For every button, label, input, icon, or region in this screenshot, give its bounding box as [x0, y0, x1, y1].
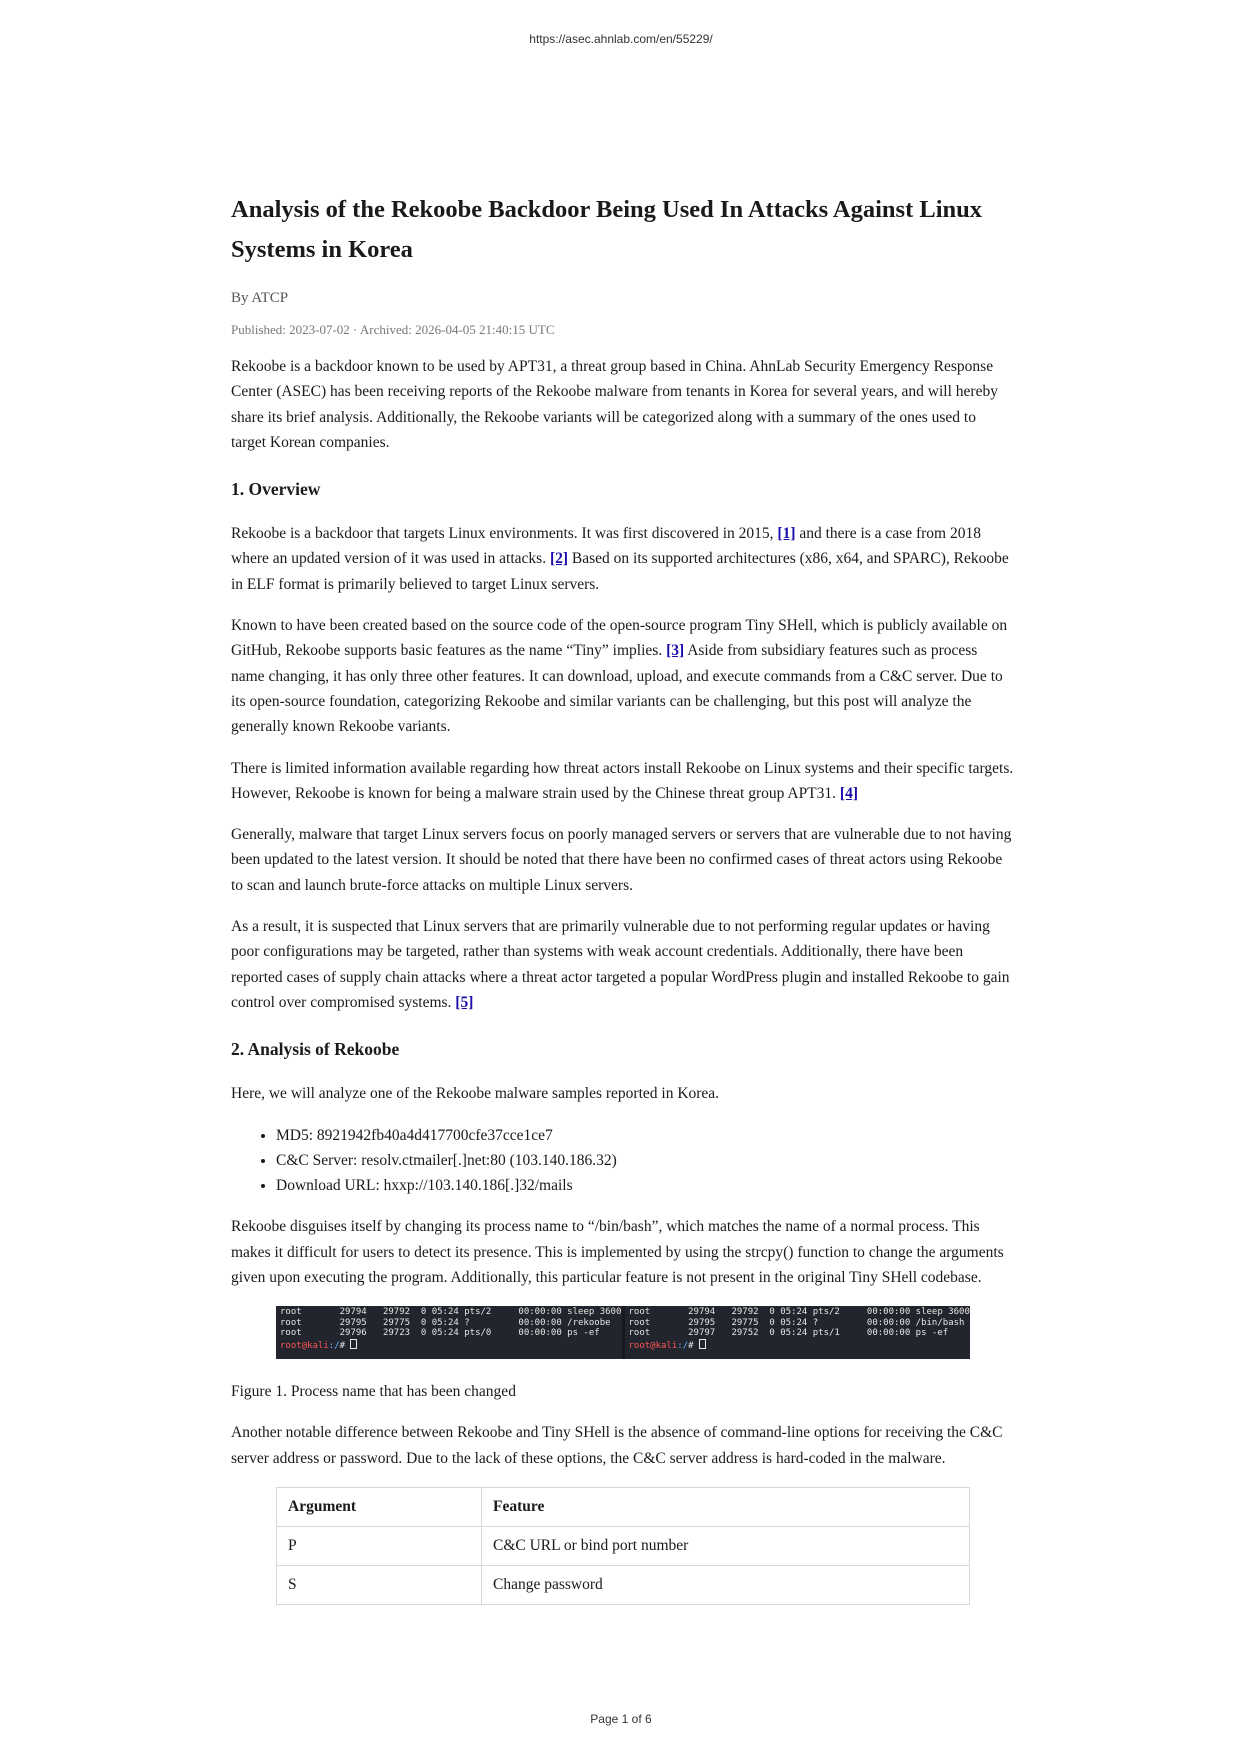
section-heading-overview: 1. Overview	[231, 479, 321, 500]
prompt-symbol: #	[688, 1340, 699, 1351]
article	[231, 190, 1014, 1605]
byline: By ATCP	[231, 290, 289, 306]
text: Aside from subsidiary features such as process name changing, it has only three other features. It can download, upload, and execute commands from a C&C server. Due to its open-source foundation, categorizing Rekoobe and similar variants can be challenging, but this post will analyze the generally known Rekoobe variants.	[231, 642, 1003, 736]
prompt-user: root@kali	[280, 1340, 329, 1351]
prompt-user: root@kali	[628, 1340, 678, 1351]
list-item: • Download URL: hxxp://103.140.186[.]32/mails	[276, 1173, 1014, 1198]
text: As a result, it is suspected that Linux servers that are primarily vulnerable due to not performing regular updates or having poor configurations may be targeted, rather than systems with weak account credentials. Additionally, there have been reported cases of supply chain attacks where a threat actor targeted a popular WordPress plugin and installed Rekoobe to gain control over compromised systems.	[231, 918, 1010, 1011]
terminal-before	[276, 1306, 625, 1359]
prompt-symbol: #	[339, 1340, 351, 1351]
overview-paragraph-3	[231, 756, 1014, 807]
terminal-line: root 29797 29752 0 05:24 pts/1 00:00:00 ps -ef	[628, 1328, 949, 1339]
cursor-icon	[350, 1339, 357, 1349]
table-cell: Change password	[482, 1565, 970, 1604]
terminal-line: root 29796 29723 0 05:24 pts/0 00:00:00 ps -ef	[280, 1328, 600, 1339]
terminal-line: root 29794 29792 0 05:24 pts/2 00:00:00 sleep 3600	[628, 1307, 970, 1318]
publish-meta: Published: 2023-07-02 · Archived: 2026-04-05 21:40:15 UTC	[231, 322, 555, 337]
table-cell: P	[277, 1526, 482, 1565]
analysis-paragraph-3: Another notable difference between Rekoobe and Tiny SHell is the absence of command-line options for receiving the C&C server address or password. Due to the lack of these options, the C&C server address is hard-coded in the malware.	[231, 1424, 1003, 1467]
overview-paragraph-2	[231, 613, 1014, 739]
table-cell: C&C URL or bind port number	[482, 1526, 970, 1565]
reference-link-1[interactable]: [1]	[777, 525, 796, 543]
reference-link-3[interactable]: [3]	[666, 642, 685, 660]
table-row	[277, 1565, 970, 1604]
section-heading-analysis: 2. Analysis of Rekoobe	[231, 1039, 400, 1060]
column-header-argument: Argument	[277, 1487, 482, 1526]
terminal-after	[625, 1306, 971, 1359]
intro-paragraph: Rekoobe is a backdoor known to be used by APT31, a threat group based in China. AhnLab Security Emergency Response Center (ASEC) has been receiving reports of the Rekoobe malware from tenants in Korea for several years, and will hereby share its brief analysis. Additionally, the Rekoobe variants will be categorized along with a summary of the ones used to target Korean companies.	[231, 358, 998, 451]
table-row	[277, 1526, 970, 1565]
list-item: • C&C Server: resolv.ctmailer[.]net:80 (103.140.186.32)	[276, 1148, 1014, 1173]
terminal-prompt	[629, 1339, 967, 1352]
article-title: Analysis of the Rekoobe Backdoor Being Used In Attacks Against Linux Systems in Korea	[231, 196, 983, 263]
text: Rekoobe is a backdoor that targets Linux environments. It was first discovered in 2015,	[231, 525, 774, 543]
column-header-feature: Feature	[482, 1487, 970, 1526]
reference-link-2[interactable]: [2]	[549, 550, 569, 568]
figure-process-screenshot	[276, 1306, 970, 1359]
table-header-row	[277, 1487, 970, 1526]
ioc-list	[231, 1123, 1014, 1199]
overview-paragraph-1	[231, 521, 1014, 597]
text: Known to have been created based on the source code of the open-source program Tiny SHell, which is publicly available on GitHub, Rekoobe supports basic features as the name “Tiny” implies.	[231, 617, 1008, 660]
analysis-paragraph-2: Rekoobe disguises itself by changing its process name to “/bin/bash”, which matches the name of a normal process. This makes it difficult for users to detect its presence. This is implemented by using the strcpy() function to change the arguments given upon executing the program. Additionally, this particular feature is not present in the original Tiny SHell codebase.	[231, 1218, 1004, 1287]
page-number: Page 1 of 6	[590, 1712, 652, 1726]
list-item: • MD5: 8921942fb40a4d417700cfe37cce1ce7	[276, 1123, 1014, 1148]
text: Based on its supported architectures (x86, x64, and SPARC), Rekoobe in ELF format is primarily believed to target Linux servers.	[231, 550, 1009, 593]
page-url: https://asec.ahnlab.com/en/55229/	[529, 32, 713, 46]
text: and there is a case from 2018 where an updated version of it was used in attacks.	[231, 525, 981, 568]
text: There is limited information available regarding how threat actors install Rekoobe on Linux systems and their specific targets. However, Rekoobe is known for being a malware strain used by the Chinese threat group APT31.	[231, 759, 1014, 802]
figure-caption: Figure 1. Process name that has been changed	[231, 1383, 516, 1401]
overview-paragraph-5	[231, 914, 1014, 1015]
terminal-line: root 29795 29775 0 05:24 ? 00:00:00 /bin/bash	[628, 1317, 965, 1328]
table-cell: S	[277, 1565, 482, 1604]
arguments-table	[276, 1487, 970, 1605]
terminal-line: root 29794 29792 0 05:24 pts/2 00:00:00 sleep 3600	[280, 1307, 622, 1318]
prompt-path: :/	[328, 1340, 340, 1351]
prompt-path: :/	[677, 1340, 689, 1351]
overview-paragraph-4: Generally, malware that target Linux servers focus on poorly managed servers or servers that are vulnerable due to not having been updated to the latest version. It should be noted that there have been no confirmed cases of threat actors using Rekoobe to scan and launch brute-force attacks on multiple Linux servers.	[231, 826, 1012, 894]
reference-link-4[interactable]: [4]	[839, 784, 858, 802]
reference-link-5[interactable]: [5]	[455, 993, 474, 1011]
analysis-paragraph-1: Here, we will analyze one of the Rekoobe malware samples reported in Korea.	[231, 1085, 720, 1103]
cursor-icon	[699, 1339, 706, 1349]
terminal-line: root 29795 29775 0 05:24 ? 00:00:00 /rekoobe	[280, 1317, 611, 1328]
terminal-prompt	[280, 1339, 618, 1352]
